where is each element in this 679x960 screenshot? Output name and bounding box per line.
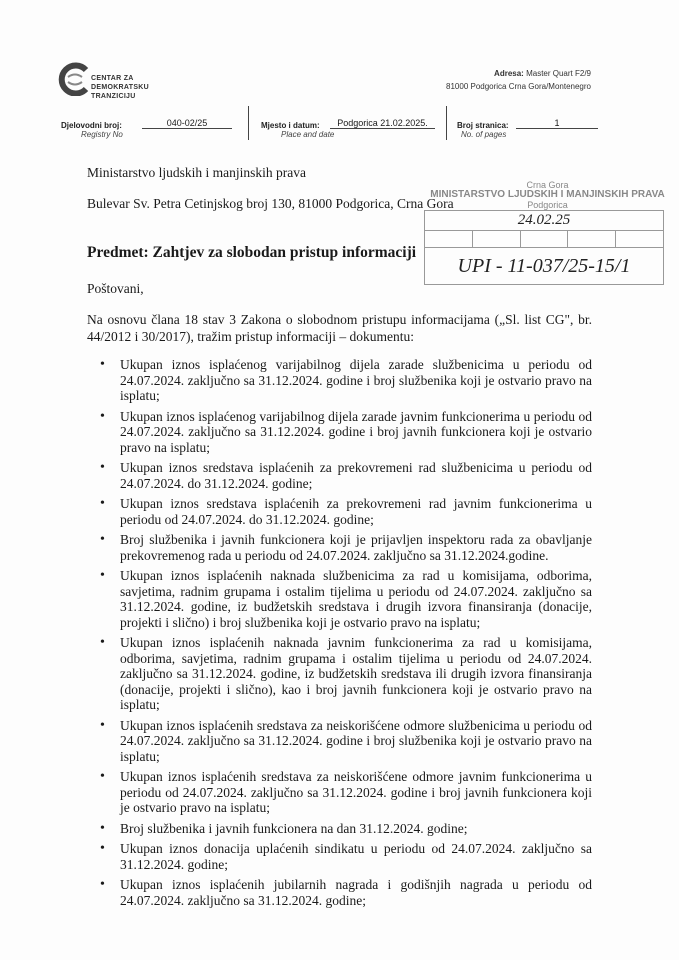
pages-label-en: No. of pages [461, 130, 507, 139]
place-label: Mjesto i datum: [261, 121, 320, 130]
logo-line: DEMOKRATSKU [91, 84, 150, 91]
list-item: • Ukupan iznos sredstava isplaćenih za prekovremeni rad službenicima u periodu od 24.07.2024. do 31.12.2024. godine; [100, 460, 592, 491]
greeting: Poštovani, [87, 281, 144, 296]
list-item: • Ukupan iznos isplaćenog varijabilnog dijela zarade javnim funkcionerima u periodu od 24.07.2024. zaključno sa 31.12.2024. godine i broj javnih funkcionera koji je ostvario pravo na isplatu; [100, 409, 592, 456]
list-item: • Broj službenika i javnih funkcionera koji je prijavljen inspektoru rada za obavljanje prekovremenog rada u periodu od 24.07.2024. zaključno sa 31.12.2024.godine. [100, 532, 592, 563]
recipient-address: Bulevar Sv. Petra Cetinjskog broj 130, 81000 Podgorica, Crna Gora [87, 196, 454, 211]
list-item: • Broj službenika i javnih funkcionera na dan 31.12.2024. godine; [100, 821, 592, 837]
subject-heading: Predmet: Zahtjev za slobodan pristup informaciji [87, 244, 417, 261]
list-item: • Ukupan iznos isplaćenih sredstava za neiskorišćene odmore javnim funkcionerima u periodu od 24.07.2024. zaključno sa 31.12.2024. godine i broj javnih funkcionera koji je ostvario pravo na isplatu; [100, 769, 592, 816]
registry-value: 040-02/25 [142, 118, 232, 129]
stamp-date: 24.02.25 [517, 212, 571, 228]
list-item: • Ukupan iznos isplaćenih naknada službenicima za rad u komisijama, odborima, savjetima, radnim grupama i ostalim tijelima u periodu od 24.07.2024. zaključno sa 31.12.2024. godine, iz budžetskih sredstava i drugih izvora finansiranja (donacije, projekti i slično) i broj službenika koji je ostvario pravo na isplatu; [100, 568, 592, 630]
list-item: • Ukupan iznos isplaćenog varijabilnog dijela zarade službenicima u periodu od 24.07.2024. zaključno sa 31.12.2024. godine i broj službenika koji je ostvario pravo na isplatu; [100, 357, 592, 404]
stamp-number: UPI - 11-037/25-15/1 [457, 254, 631, 277]
registry-field [61, 121, 123, 139]
list-item: • Ukupan iznos isplaćenih jubilarnih nagrada i godišnjih nagrada u periodu od 24.07.2024. zaključno sa 31.12.2024. godine; [100, 877, 592, 908]
recipient-name: Ministarstvo ljudskih i manjinskih prava [87, 165, 306, 180]
logo-line: CENTAR ZA [91, 75, 134, 82]
logo-line: TRANZICIJU [91, 93, 136, 100]
address-line: 81000 Podgorica Crna Gora/Montenegro [446, 82, 591, 91]
pages-field [457, 121, 509, 139]
registry-label-en: Registry No [81, 130, 123, 139]
pages-value: 1 [516, 118, 598, 129]
logo-icon [58, 62, 92, 96]
registry-label: Djelovodni broj: [61, 121, 122, 130]
divider [248, 106, 249, 140]
stamp-line: Podgorica [527, 200, 568, 210]
stamp-line: MINISTARSTVO LJUDSKIH I MANJINSKIH PRAVA [430, 189, 665, 200]
divider [446, 106, 447, 140]
list-item: • Ukupan iznos isplaćenih sredstava za neiskorišćene odmore službenicima u periodu od 24.07.2024. zaključno sa 31.12.2024. godine i broj službenika koji je ostvario pravo na isplatu; [100, 718, 592, 765]
address-line: Master Quart F2/9 [526, 69, 591, 78]
place-value: Podgorica 21.02.2025. [330, 118, 435, 129]
org-address [446, 67, 591, 93]
place-label-en: Place and date [281, 130, 335, 139]
received-stamp [420, 180, 675, 285]
stamp-table [424, 210, 664, 285]
address-label: Adresa: [494, 69, 524, 78]
request-list [100, 357, 592, 913]
pages-label: Broj stranica: [457, 121, 509, 130]
list-item: • Ukupan iznos isplaćenih naknada javnim funkcionerima za rad u komisijama, odborima, savjetima, radnim grupama i ostalim tijelima u periodu od 24.07.2024. zaključno sa 31.12.2024. godine, iz budžetskih sredstava ili drugih izvora finansiranja (donacije, projekti i slično), kao i broj javnih funkcionera koji je ostvario pravo na isplatu; [100, 635, 592, 713]
logo-text [91, 74, 149, 101]
list-item: • Ukupan iznos sredstava isplaćenih za prekovremeni rad javnim funkcionerima u periodu od 24.07.2024. do 31.12.2024. godine; [100, 496, 592, 527]
list-item: • Ukupan iznos donacija uplaćenih sindikatu u periodu od 24.07.2024. zaključno sa 31.12.2024. godine; [100, 841, 592, 872]
intro-paragraph: Na osnovu člana 18 stav 3 Zakona o slobodnom pristupu informacijama („Sl. list CG", br. 44/2012 i 30/2017), tražim pristup informaciji – dokumentu: [87, 312, 592, 344]
stamp-line: Crna Gora [526, 180, 569, 190]
place-field [261, 121, 334, 139]
